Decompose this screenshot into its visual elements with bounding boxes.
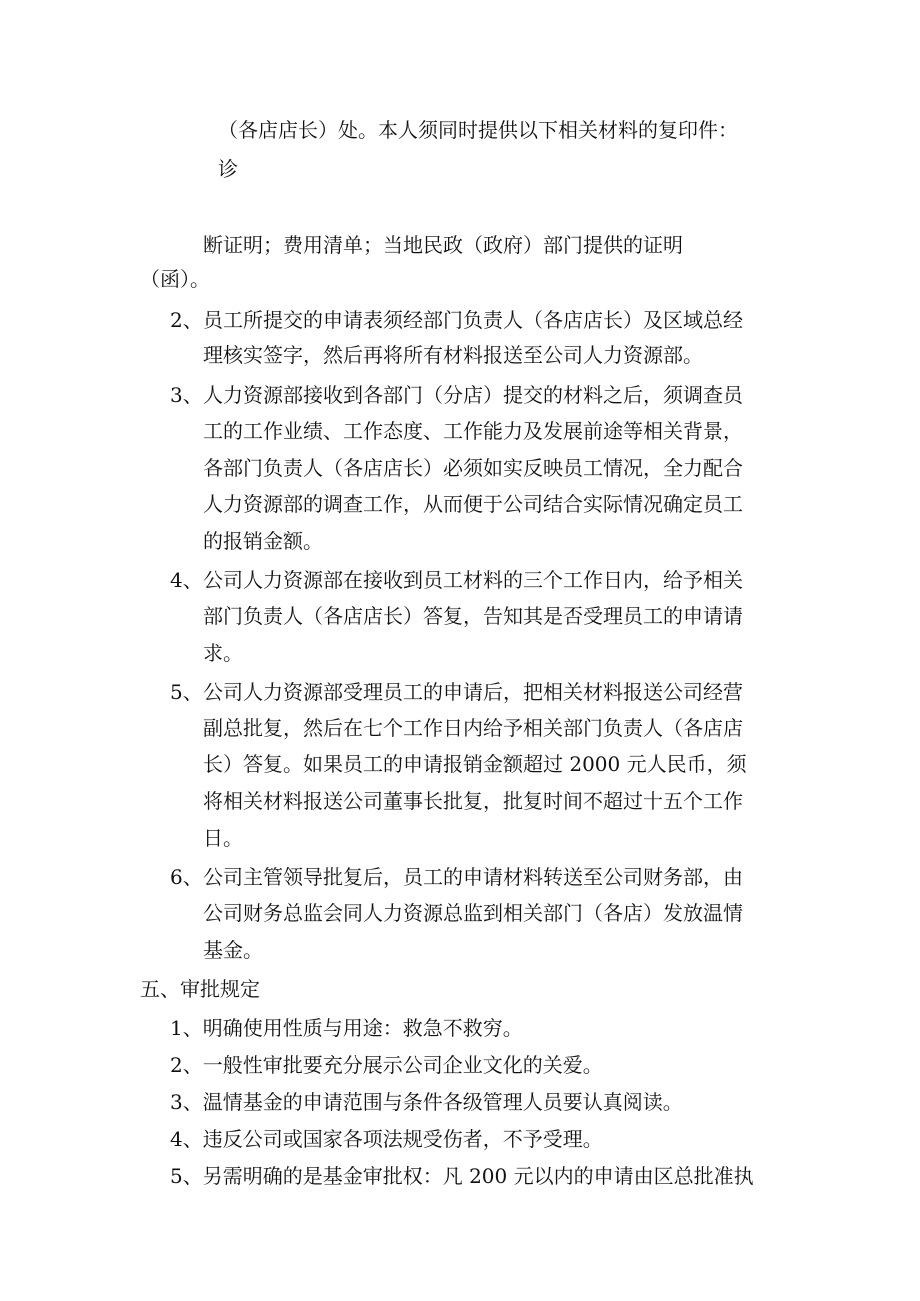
section-item: 1、明确使用性质与用途：救急不救穷。 [170, 1016, 523, 1040]
section-item: 2、一般性审批要充分展示公司企业文化的关爱。 [170, 1053, 603, 1077]
section-item: 4、违反公司或国家各项法规受伤者，不予受理。 [170, 1127, 603, 1151]
section-item: 3、温情基金的申请范围与条件各级管理人员要认真阅读。 [170, 1090, 683, 1114]
item-line: 将相关材料报送公司董事长批复，批复时间不超过十五个工作 [203, 789, 743, 813]
item-line: 人力资源部接收到各部门（分店）提交的材料之后，须调查员 [203, 383, 743, 407]
item-line: 工的工作业绩、工作态度、工作能力及发展前途等相关背景， [203, 419, 743, 443]
item-line: 副总批复，然后在七个工作日内给予相关部门负责人（各店店 [203, 716, 743, 740]
section-item: 5、另需明确的是基金审批权：凡 200 元以内的申请由区总批准执 [170, 1164, 754, 1188]
item-number: 2、 [170, 308, 203, 332]
item-line: 各部门负责人（各店店长）必须如实反映员工情况，全力配合 [203, 456, 743, 480]
item-line: 基金。 [203, 938, 263, 962]
item-line: 公司主管领导批复后，员工的申请材料转送至公司财务部，由 [203, 865, 743, 889]
item-number: 3、 [170, 383, 203, 407]
item-number: 4、 [170, 568, 203, 592]
item-line: 公司财务总监会同人力资源总监到相关部门（各店）发放温情 [203, 901, 743, 925]
item-line: 部门负责人（各店店长）答复，告知其是否受理员工的申请请 [203, 604, 743, 628]
item-line: 员工所提交的申请表须经部门负责人（各店店长）及区域总经 [203, 308, 743, 332]
item-line: 理核实签字，然后再将所有材料报送至公司人力资源部。 [203, 343, 703, 367]
intro-line-1: （各店店长）处。本人须同时提供以下相关材料的复印件： [218, 118, 738, 142]
intro-line-3: 断证明；费用清单；当地民政（政府）部门提供的证明 [203, 233, 683, 257]
item-line: 求。 [203, 641, 243, 665]
item-number: 5、 [170, 680, 203, 704]
item-line: 长）答复。如果员工的申请报销金额超过 2000 元人民币，须 [203, 752, 747, 776]
item-line: 日。 [203, 826, 243, 850]
intro-line-2: 诊 [218, 157, 238, 181]
item-line: 公司人力资源部在接收到员工材料的三个工作日内，给予相关 [203, 568, 743, 592]
item-line: 的报销金额。 [203, 529, 323, 553]
item-number: 6、 [170, 865, 203, 889]
section-heading: 五、审批规定 [140, 977, 260, 1001]
item-line: 公司人力资源部受理员工的申请后，把相关材料报送公司经营 [203, 680, 743, 704]
intro-line-4: （函）。 [140, 267, 210, 291]
item-line: 人力资源部的调查工作，从而便于公司结合实际情况确定员工 [203, 492, 743, 516]
